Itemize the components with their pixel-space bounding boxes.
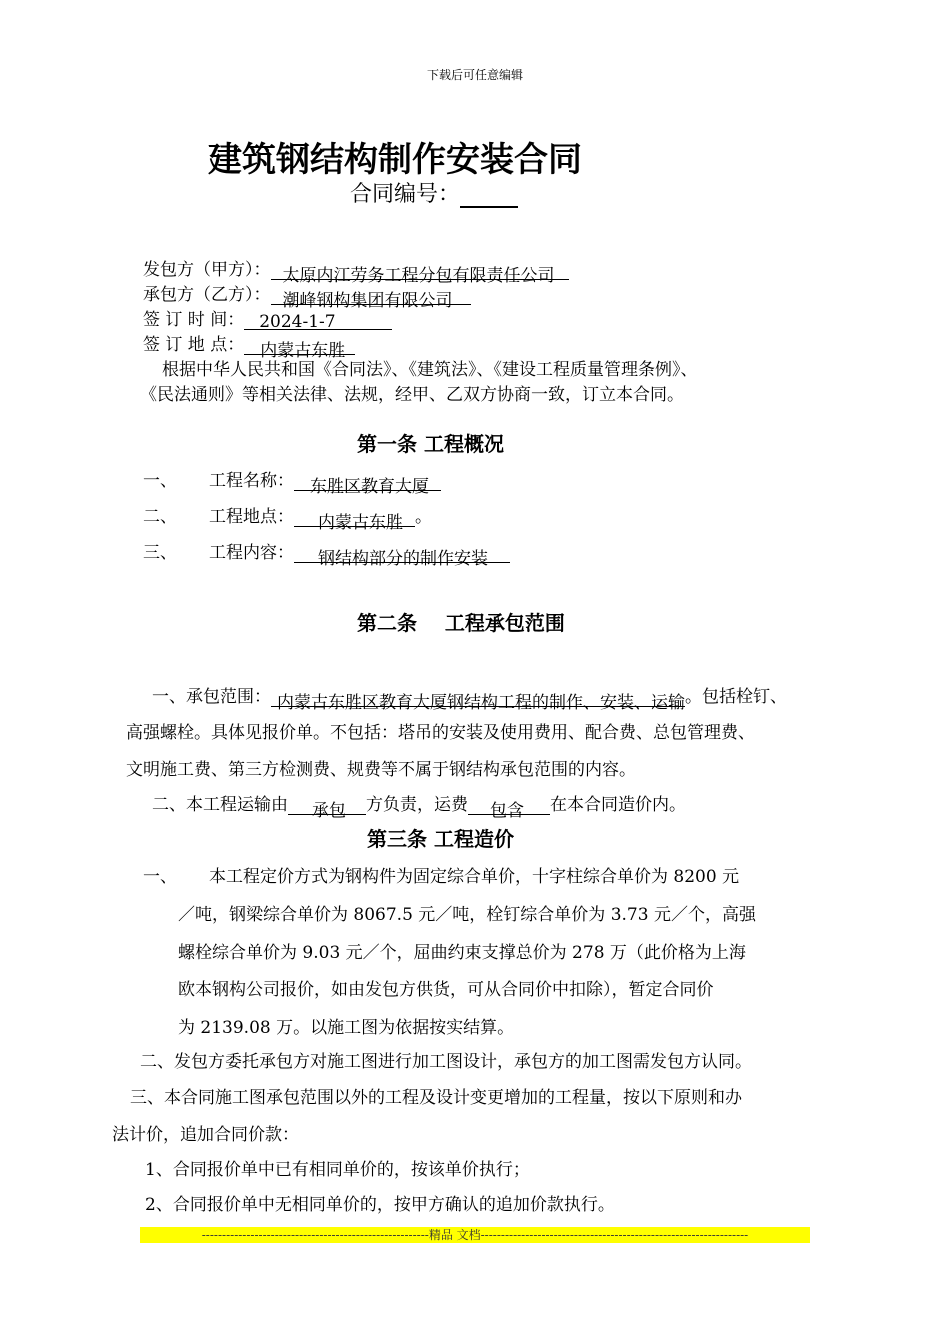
scope-line-1 [152, 682, 787, 713]
party-a-label: 发包方（甲方）： [143, 260, 271, 280]
article2-title: 第二条 工程承包范围 [357, 611, 565, 635]
article1-item-2-num: 二、 [143, 507, 177, 527]
party-a-value [271, 261, 569, 286]
date-line [143, 305, 392, 330]
article1-item-3-label: 工程内容： [209, 543, 294, 563]
transport-party-text: 承包 [312, 801, 346, 821]
party-b-label: 承包方（乙方）： [143, 285, 271, 305]
preamble-line-2: 《民法通则》等相关法律、法规，经甲、乙双方协商一致，订立本合同。 [140, 385, 684, 405]
party-a-line [143, 255, 569, 286]
party-b-value [271, 286, 471, 311]
document-title: 建筑钢结构制作安装合同 [208, 140, 582, 180]
party-b-line [143, 280, 471, 311]
design-clause: 二、发包方委托承包方对施工图进行加工图设计，承包方的加工图需发包方认同。 [140, 1052, 752, 1072]
price-line-4: 欧本钢构公司报价，如由发包方供货，可从合同价中扣除），暂定合同价 [178, 980, 714, 1000]
project-name-text: 东胜区教育大厦 [310, 477, 429, 497]
transport-line [152, 790, 686, 821]
scope-underlined-text: 内蒙古东胜区教育大厦钢结构工程的制作、安装、运输 [277, 693, 685, 713]
party-b-text: 潮峰钢构集团有限公司 [282, 291, 453, 311]
party-a-text: 太原内江劳务工程分包有限责任公司 [282, 266, 555, 286]
price-line-5: 为 2139.08 万。以施工图为依据按实结算。 [178, 1018, 515, 1038]
freight-included-text: 包含 [490, 801, 524, 821]
scope-prefix: 一、承包范围： [152, 687, 271, 707]
variation-line-2: 法计价，追加合同价款： [112, 1125, 299, 1145]
article1-item-3 [143, 538, 510, 569]
preamble-line-1: 根据中华人民共和国《合同法》、《建筑法》、《建设工程质量管理条例》、 [162, 360, 698, 380]
variation-line-1: 三、本合同施工图承包范围以外的工程及设计变更增加的工程量，按以下原则和办 [130, 1088, 742, 1108]
place-text: 内蒙古东胜 [260, 341, 346, 361]
transport-c: 方负责，运费 [366, 795, 468, 815]
place-line [143, 330, 355, 361]
article1-item-2-value [294, 508, 415, 533]
project-location-text: 内蒙古东胜 [318, 513, 403, 533]
freight-included [468, 796, 550, 821]
article1-item-1 [143, 466, 441, 497]
price-line-1: 本工程定价方式为钢构件为固定综合单价，十字柱综合单价为 8200 元 [209, 867, 740, 887]
place-value [244, 336, 355, 361]
article1-item-2 [143, 502, 432, 533]
article1-item-2-label: 工程地点： [209, 507, 294, 527]
contract-number-blank [460, 184, 518, 208]
date-label: 签 订 时 间： [143, 310, 245, 330]
contract-number [350, 177, 518, 208]
transport-party [288, 796, 366, 821]
pricing-rule-1: 1、合同报价单中已有相同单价的，按该单价执行； [145, 1160, 530, 1180]
place-label: 签 订 地 点： [143, 335, 245, 355]
transport-e: 在本合同造价内。 [550, 795, 686, 815]
article1-title: 第一条 工程概况 [357, 432, 504, 456]
article1-item-1-label: 工程名称： [209, 471, 294, 491]
scope-line-3: 文明施工费、第三方检测费、规费等不属于钢结构承包范围的内容。 [126, 760, 636, 780]
pricing-rule-2: 2、合同报价单中无相同单价的，按甲方确认的追加价款执行。 [145, 1195, 615, 1215]
page-footer: --------------------------------------------------------精品 文档------------------------------------------------------------------ [140, 1227, 810, 1243]
scope-underlined [271, 688, 685, 713]
price-line-3: 螺栓综合单价为 9.03 元／个，屈曲约束支撑总价为 278 万（此价格为上海 [178, 943, 746, 963]
price-line-2: ／吨，钢梁综合单价为 8067.5 元／吨，栓钉综合单价为 3.73 元／个，高强 [178, 905, 756, 925]
article1-item-1-value [294, 472, 441, 497]
scope-rest: 。包括栓钉、 [685, 687, 787, 707]
date-text: 2024-1-7 [259, 312, 336, 332]
article1-item-1-num: 一、 [143, 471, 177, 491]
scope-line-2: 高强螺栓。具体见报价单。不包括：塔吊的安装及使用费用、配合费、总包管理费、 [126, 723, 755, 743]
project-content-text: 钢结构部分的制作安装 [318, 549, 488, 569]
page-header: 下载后可任意编辑 [426, 68, 523, 82]
article1-item-3-num: 三、 [143, 543, 177, 563]
date-value [244, 312, 392, 330]
contract-number-label: 合同编号： [350, 182, 461, 207]
article1-item-3-value [294, 544, 510, 569]
article3-title: 第三条 工程造价 [367, 827, 514, 851]
article1-item-2-suffix: 。 [415, 507, 432, 527]
price-num: 一、 [143, 867, 177, 887]
transport-a: 二、本工程运输由 [152, 795, 288, 815]
